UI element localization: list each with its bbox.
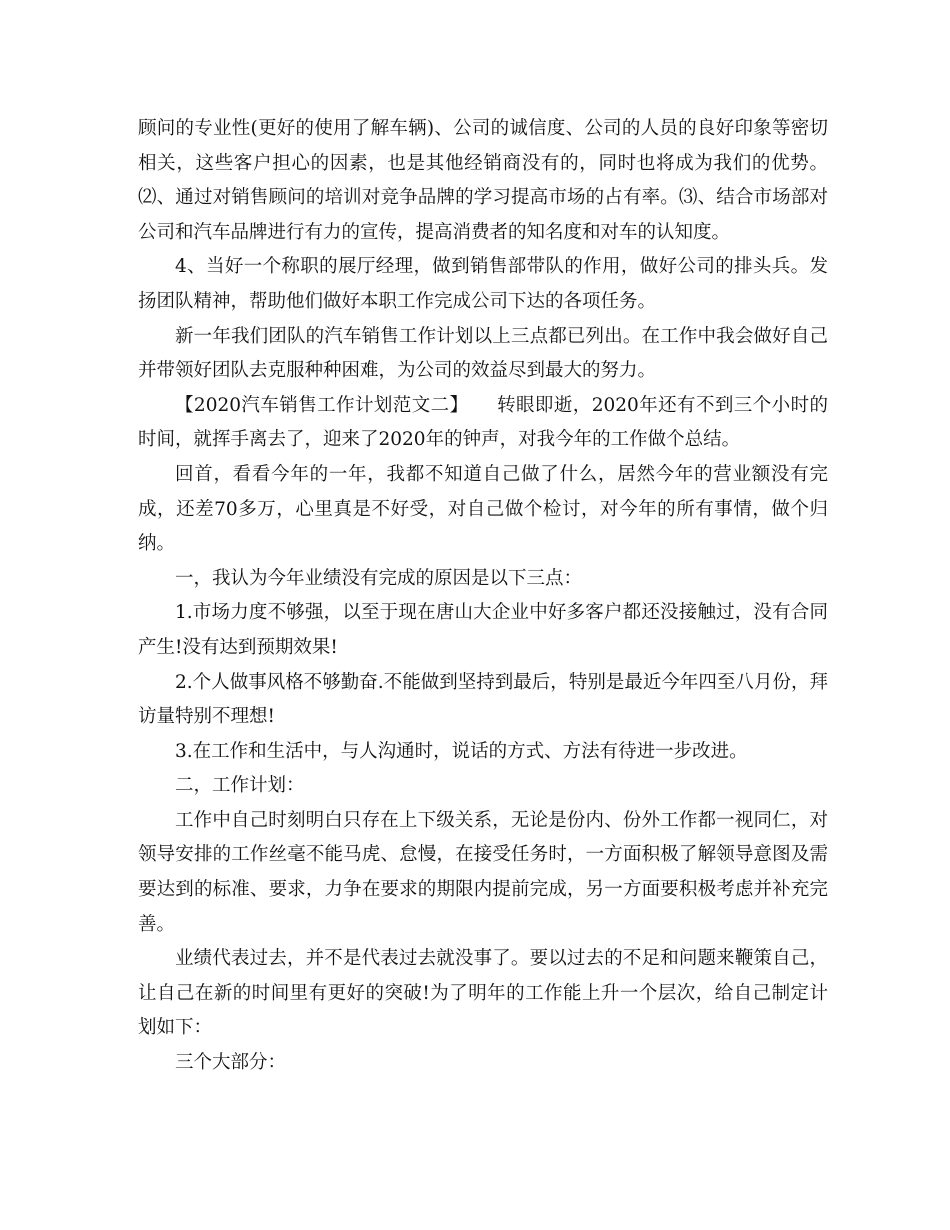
paragraph-9: 3.在工作和生活中，与人沟通时，说话的方式、方法有待进一步改进。 [175,740,748,762]
document-body [138,112,828,1081]
paragraph-8: 2.个人做事风格不够勤奋.不能做到坚持到最后，特别是最近今年四至八月份，拜访量特别不理想! [138,671,828,728]
paragraph-5: 回首，看看今年的一年，我都不知道自己做了什么，居然今年的营业额没有完成，还差70多万，心里真是不好受，对自己做个检讨，对今年的所有事情，做个归纳。 [138,463,828,555]
paragraph-1: 顾问的专业性(更好的使用了解车辆)、公司的诚信度、公司的人员的良好印象等密切相关，这些客户担心的因素，也是其他经销商没有的，同时也将成为我们的优势。⑵、通过对销售顾问的培训对竞争品牌的学习提高市场的占有率。⑶、结合市场部对公司和汽车品牌进行有力的宣传，提高消费者的知名度和对车的认知度。 [138,118,828,243]
paragraph-3: 新一年我们团队的汽车销售工作计划以上三点都已列出。在工作中我会做好自己并带领好团队去克服种种困难，为公司的效益尽到最大的努力。 [138,325,828,382]
paragraph-6: 一，我认为今年业绩没有完成的原因是以下三点： [175,567,583,589]
paragraph-2: 4、当好一个称职的展厅经理，做到销售部带队的作用，做好公司的排头兵。发扬团队精神，帮助他们做好本职工作完成公司下达的各项任务。 [138,256,828,312]
paragraph-4: 【2020汽车销售工作计划范文二】 转眼即逝，2020年还有不到三个小时的时间，就挥手离去了，迎来了2020年的钟声，对我今年的工作做个总结。 [138,394,828,451]
paragraph-7: 1.市场力度不够强，以至于现在唐山大企业中好多客户都还没接触过，没有合同产生!没有达到预期效果! [138,602,828,658]
paragraph-10: 二，工作计划： [175,775,305,797]
paragraph-13: 三个大部分： [175,1052,287,1074]
paragraph-11: 工作中自己时刻明白只存在上下级关系，无论是份内、份外工作都一视同仁，对领导安排的工作丝毫不能马虎、怠慢，在接受任务时，一方面积极了解领导意图及需要达到的标准、要求，力争在要求的期限内提前完成，另一方面要积极考虑并补充完善。 [138,809,828,935]
paragraph-12: 业绩代表过去，并不是代表过去就没事了。要以过去的不足和问题来鞭策自己，让自己在新的时间里有更好的突破!为了明年的工作能上升一个层次，给自己制定计划如下： [138,948,828,1039]
